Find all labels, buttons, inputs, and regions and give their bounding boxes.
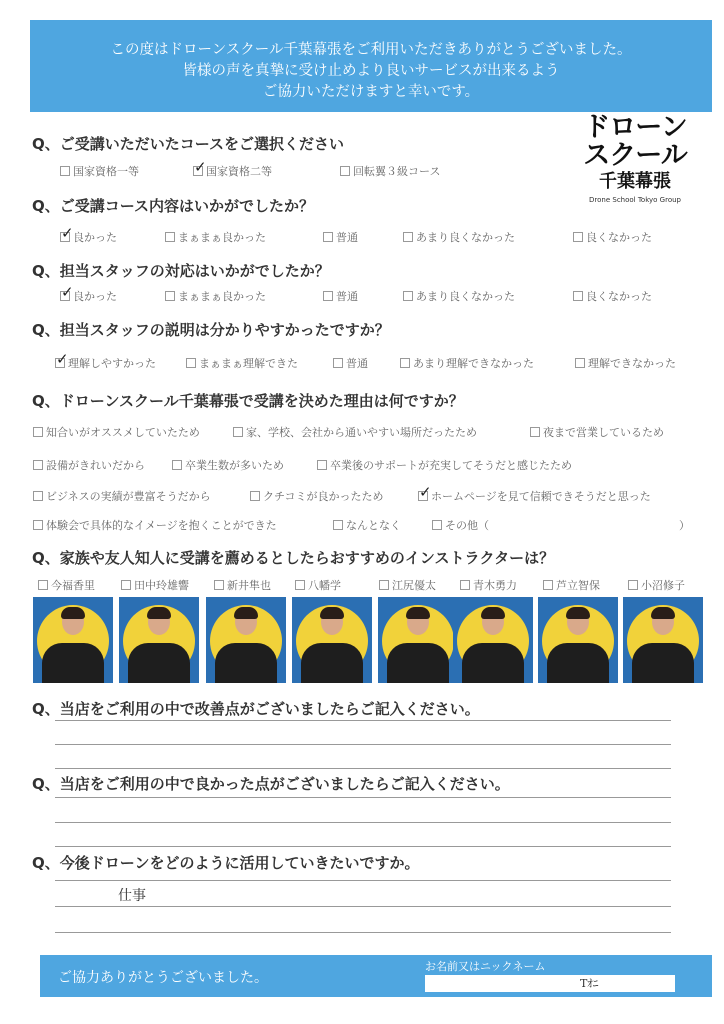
instructor-photo-2 (119, 597, 199, 683)
checkbox-icon (543, 580, 553, 590)
checkbox-icon (575, 358, 585, 368)
q3-option-4[interactable]: あまり良くなかった (403, 288, 515, 304)
checkbox-icon (432, 520, 442, 530)
instructor-option-3[interactable]: 新井隼也 (214, 577, 271, 593)
checkbox-icon (333, 520, 343, 530)
q4-option-1[interactable]: ✓理解しやすかった (55, 355, 156, 371)
q5-option-4[interactable]: 設備がきれいだから (33, 457, 145, 473)
q4-option-5[interactable]: 理解できなかった (575, 355, 676, 371)
checkbox-checked-icon (193, 166, 203, 176)
footer-banner (40, 955, 712, 997)
answer-line[interactable] (55, 720, 671, 721)
q1-option-3[interactable]: 回転翼３級コース (340, 163, 440, 179)
q1-option-2[interactable]: ✓ 国家資格二等 (193, 163, 272, 179)
header-line-1: この度はドローンスクール千葉幕張をご利用いただきありがとうございました。 (110, 42, 632, 58)
question-future-use: Q、今後ドローンをどのように活用していきたいですか。 (32, 854, 420, 872)
logo-line-2: スクール (583, 140, 687, 171)
q2-option-2[interactable]: まぁまぁ良かった (165, 229, 266, 245)
checkbox-icon (60, 166, 70, 176)
header-line-3: ご協力いただけますと幸いです。 (262, 84, 480, 100)
q5-other-close: ） (679, 519, 690, 532)
q2-option-3[interactable]: 普通 (323, 229, 358, 245)
checkbox-icon (400, 358, 410, 368)
checkbox-checked-icon (55, 358, 65, 368)
checkbox-icon (379, 580, 389, 590)
answer-line[interactable] (55, 880, 671, 881)
question-staff-response: Q、担当スタッフの対応はいかがでしたか？ (32, 262, 330, 280)
checkbox-icon (333, 358, 343, 368)
header-line-2: 皆様の声を真摯に受け止めより良いサービスが出来るよう (182, 63, 560, 79)
instructor-photo-4 (292, 597, 372, 683)
q2-option-4[interactable]: あまり良くなかった (403, 229, 515, 245)
answer-line[interactable] (55, 744, 671, 745)
question-course-content: Q、ご受講コース内容はいかがでしたか？ (32, 197, 315, 215)
instructor-photo-8 (623, 597, 703, 683)
q4-option-4[interactable]: あまり理解できなかった (400, 355, 534, 371)
q5-option-6[interactable]: 卒業後のサポートが充実してそうだと感じたため (317, 457, 572, 473)
checkbox-icon (33, 460, 43, 470)
instructor-option-5[interactable]: 江尻優太 (379, 577, 436, 593)
footer-thanks: ご協力ありがとうございました。 (58, 970, 268, 986)
checkbox-icon (165, 232, 175, 242)
instructor-photo-1 (33, 597, 113, 683)
question-reason: Q、ドローンスクール千葉幕張で受講を決めた理由は何ですか？ (32, 392, 464, 410)
question-instructor: Q、家族や友人知人に受講を薦めるとしたらおすすめのインストラクターは？ (32, 549, 555, 567)
checkbox-icon (323, 291, 333, 301)
q5-option-1[interactable]: 知合いがオススメしていたため (33, 424, 200, 440)
logo-line-1: ドローン (583, 112, 687, 143)
instructor-photo-5 (378, 597, 458, 683)
instructor-option-7[interactable]: 芦立智保 (543, 577, 600, 593)
checkbox-checked-icon (418, 491, 428, 501)
checkbox-icon (38, 580, 48, 590)
checkbox-icon (165, 291, 175, 301)
answer-line[interactable] (55, 846, 671, 847)
answer-line[interactable] (55, 932, 671, 933)
name-value: Tｵﾆ (580, 977, 599, 990)
checkbox-icon (460, 580, 470, 590)
answer-line[interactable] (55, 906, 671, 907)
answer-line[interactable] (55, 768, 671, 769)
q3-option-1[interactable]: ✓良かった (60, 288, 117, 304)
answer-line[interactable] (55, 797, 671, 798)
checkbox-icon (295, 580, 305, 590)
q4-option-2[interactable]: まぁまぁ理解できた (186, 355, 298, 371)
checkbox-icon (573, 291, 583, 301)
q3-option-3[interactable]: 普通 (323, 288, 358, 304)
name-field[interactable] (425, 975, 675, 992)
checkbox-icon (530, 427, 540, 437)
handwritten-answer: 仕事 (118, 888, 146, 904)
logo-line-4: Drone School Tokyo Group (589, 196, 681, 204)
instructor-photo-6 (453, 597, 533, 683)
instructor-photo-3 (206, 597, 286, 683)
q5-option-7[interactable]: ビジネスの実績が豊富そうだから (33, 488, 211, 504)
name-label: お名前又はニックネーム (425, 960, 546, 973)
q5-option-12[interactable]: その他（ (432, 517, 489, 533)
instructor-option-1[interactable]: 今福香里 (38, 577, 95, 593)
q2-option-1[interactable]: ✓良かった (60, 229, 117, 245)
instructor-option-2[interactable]: 田中玲雄響 (121, 577, 189, 593)
school-logo (580, 114, 690, 222)
q5-option-5[interactable]: 卒業生数が多いため (172, 457, 284, 473)
q3-option-5[interactable]: 良くなかった (573, 288, 652, 304)
q5-option-2[interactable]: 家、学校、会社から通いやすい場所だったため (233, 424, 477, 440)
q1-option-1[interactable]: 国家資格一等 (60, 163, 139, 179)
answer-line[interactable] (55, 822, 671, 823)
logo-line-3: 千葉幕張 (599, 171, 671, 192)
instructor-option-8[interactable]: 小沼修子 (628, 577, 685, 593)
checkbox-icon (628, 580, 638, 590)
instructor-option-4[interactable]: 八幡学 (295, 577, 341, 593)
checkbox-icon (186, 358, 196, 368)
checkbox-icon (33, 520, 43, 530)
checkbox-icon (340, 166, 350, 176)
header-banner (30, 20, 712, 112)
checkbox-icon (33, 427, 43, 437)
q5-option-3[interactable]: 夜まで営業しているため (530, 424, 664, 440)
question-staff-explanation: Q、担当スタッフの説明は分かりやすかったですか？ (32, 321, 390, 339)
checkbox-icon (214, 580, 224, 590)
q5-option-11[interactable]: なんとなく (333, 517, 401, 533)
checkbox-icon (33, 491, 43, 501)
checkbox-icon (403, 291, 413, 301)
instructor-photo-7 (538, 597, 618, 683)
q4-option-3[interactable]: 普通 (333, 355, 368, 371)
q5-option-10[interactable]: 体験会で具体的なイメージを抱くことができた (33, 517, 277, 533)
question-good-points: Q、当店をご利用の中で良かった点がございましたらご記入ください。 (32, 775, 510, 793)
checkbox-icon (121, 580, 131, 590)
question-improvements: Q、当店をご利用の中で改善点がございましたらご記入ください。 (32, 700, 480, 718)
checkbox-checked-icon (60, 291, 70, 301)
checkbox-icon (323, 232, 333, 242)
q5-option-9[interactable]: ✓ ホームページを見て信頼できそうだと思った (418, 488, 651, 504)
checkbox-icon (250, 491, 260, 501)
checkbox-icon (403, 232, 413, 242)
q5-option-8[interactable]: クチコミが良かったため (250, 488, 384, 504)
instructor-option-6[interactable]: 青木勇力 (460, 577, 517, 593)
checkbox-checked-icon (60, 232, 70, 242)
q3-option-2[interactable]: まぁまぁ良かった (165, 288, 266, 304)
checkbox-icon (573, 232, 583, 242)
checkbox-icon (317, 460, 327, 470)
checkbox-icon (233, 427, 243, 437)
q2-option-5[interactable]: 良くなかった (573, 229, 652, 245)
question-course: Q、ご受講いただいたコースをご選択ください (32, 135, 345, 153)
checkbox-icon (172, 460, 182, 470)
